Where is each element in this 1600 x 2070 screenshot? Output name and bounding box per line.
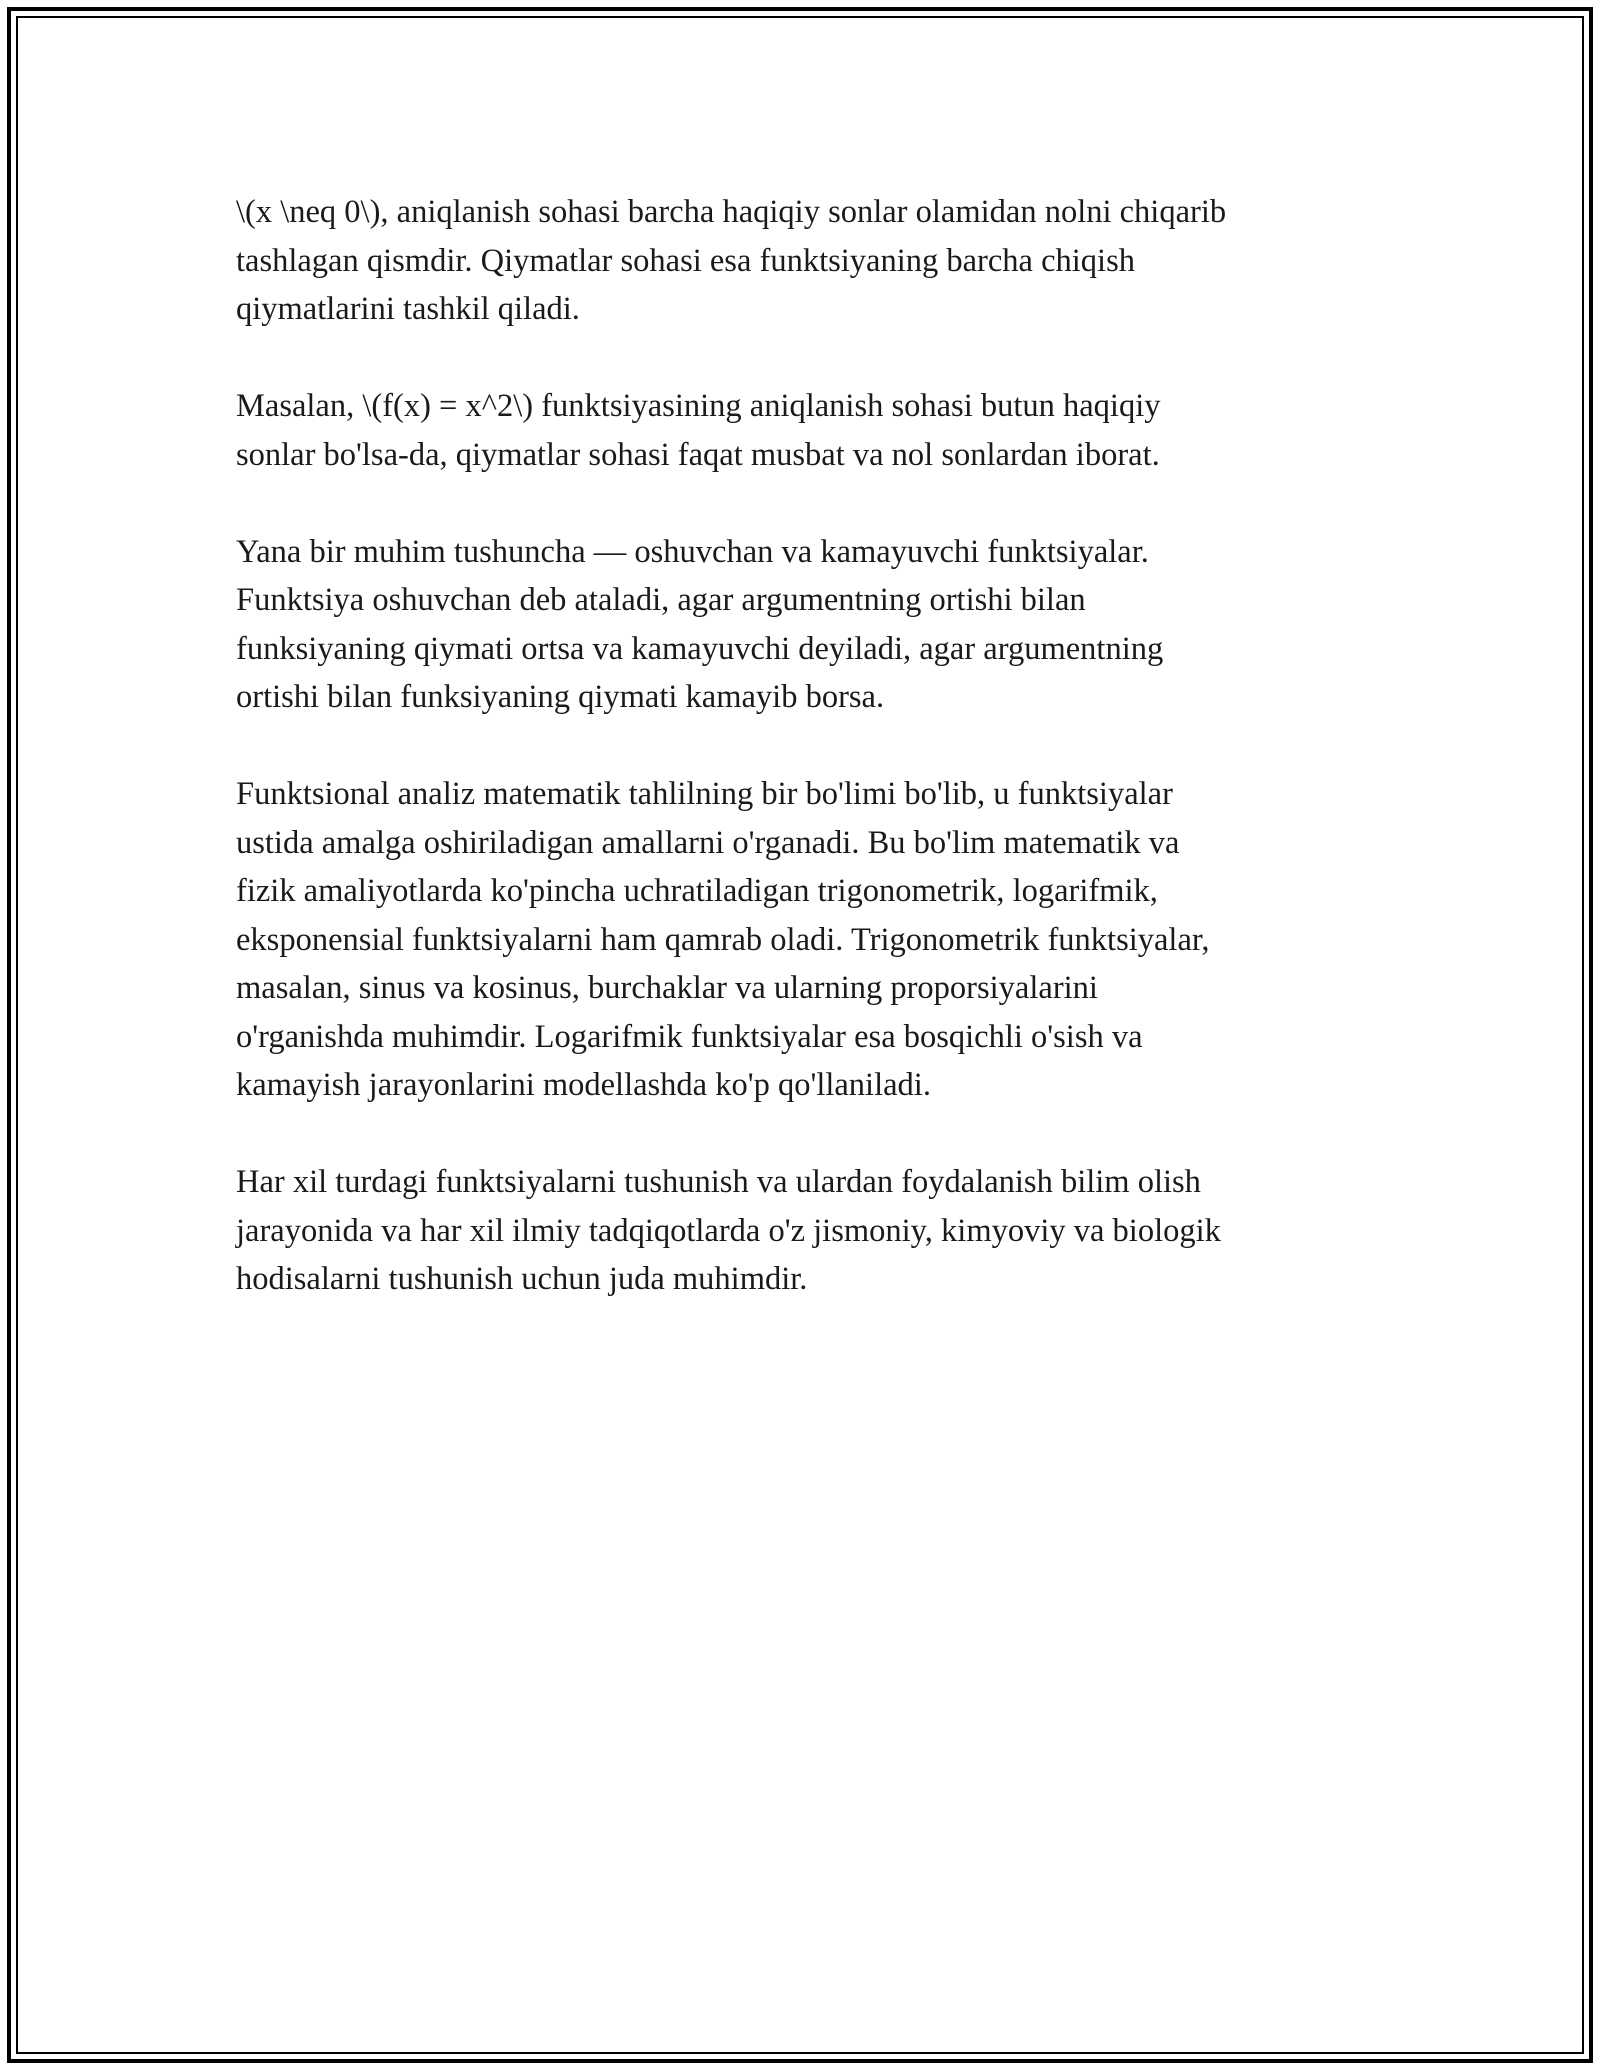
text-line: \(x \neq 0\), aniqlanish sohasi barcha haqiqiy sonlar olamidan nolni chiqarib bbox=[236, 194, 1227, 230]
text-line: masalan, sinus va kosinus, burchaklar va ularning proporsiyalarini bbox=[236, 970, 1098, 1006]
text-line: hodisalarni tushunish uchun juda muhimdir. bbox=[236, 1261, 808, 1297]
text-line: qiymatlarini tashkil qiladi. bbox=[236, 291, 580, 327]
text-line: fizik amaliyotlarda ko'pincha uchratiladigan trigonometrik, logarifmik, bbox=[236, 873, 1158, 909]
text-line: eksponensial funktsiyalarni ham qamrab oladi. Trigonometrik funktsiyalar, bbox=[236, 921, 1210, 958]
paragraph-functional-analysis bbox=[236, 770, 1366, 1110]
text-line: funksiyaning qiymati ortsa va kamayuvchi deyiladi, agar argumentning bbox=[236, 630, 1164, 667]
text-line: Funktsiya oshuvchan deb ataladi, agar argumentning ortishi bilan bbox=[236, 582, 1086, 618]
text-line: Funktsional analiz matematik tahlilning bir bo'limi bo'lib, u funktsiyalar bbox=[236, 776, 1173, 812]
text-line: sonlar bo'lsa-da, qiymatlar sohasi faqat musbat va nol sonlardan iborat. bbox=[236, 436, 1160, 473]
paragraph-domain bbox=[236, 188, 1366, 334]
text-line: jarayonida va har xil ilmiy tadqiqotlarda o'z jismoniy, kimyoviy va biologik bbox=[236, 1212, 1221, 1249]
text-line: Yana bir muhim tushuncha — oshuvchan va kamayuvchi funktsiyalar. bbox=[236, 533, 1149, 570]
text-line: ustida amalga oshiriladigan amallarni o'rganadi. Bu bo'lim matematik va bbox=[236, 824, 1180, 861]
text-line: ortishi bilan funksiyaning qiymati kamayib borsa. bbox=[236, 679, 885, 715]
document-body bbox=[236, 188, 1366, 1352]
paragraph-example bbox=[236, 382, 1366, 479]
paragraph-monotonic bbox=[236, 528, 1366, 722]
text-line: o'rganishda muhimdir. Logarifmik funktsiyalar esa bosqichli o'sish va bbox=[236, 1018, 1143, 1055]
text-line: kamayish jarayonlarini modellashda ko'p qo'llaniladi. bbox=[236, 1067, 931, 1103]
paragraph-conclusion bbox=[236, 1158, 1366, 1304]
text-line: Masalan, \(f(x) = x^2\) funktsiyasining aniqlanish sohasi butun haqiqiy bbox=[236, 388, 1161, 424]
text-line: Har xil turdagi funktsiyalarni tushunish va ulardan foydalanish bilim olish bbox=[236, 1164, 1201, 1200]
text-line: tashlagan qismdir. Qiymatlar sohasi esa funktsiyaning barcha chiqish bbox=[236, 242, 1135, 279]
